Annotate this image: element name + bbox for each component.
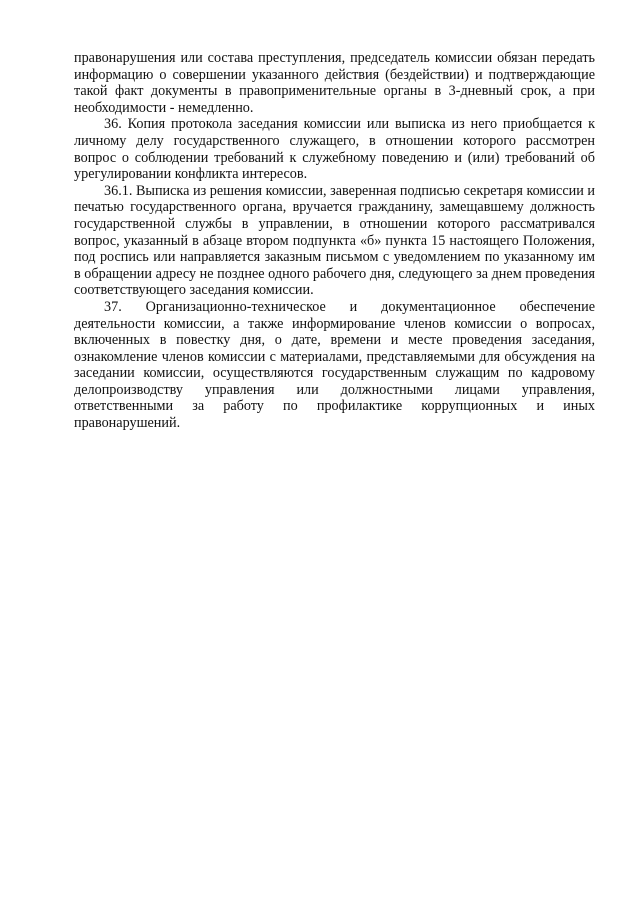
paragraph-36: 36. Копия протокола заседания комиссии или выписка из него приобщается к личному делу государственного служащего, в отношении которого рассмотрен вопрос о соблюдении требований к служебному поведению и (или) требований об урегулировании конфликта интересов. (74, 116, 595, 183)
document-page (74, 50, 595, 432)
paragraph-continuation: правонарушения или состава преступления, председатель комиссии обязан передать информацию о совершении указанного действия (бездействии) и подтверждающие такой факт документы в правоприменительные органы в 3-дневный срок, а при необходимости - немедленно. (74, 50, 595, 116)
paragraph-37: 37. Организационно-техническое и документационное обеспечение деятельности комиссии, а также информирование членов комиссии о вопросах, включенных в повестку дня, о дате, времени и месте проведения заседания, ознакомление членов комиссии с материалами, представляемыми для обсуждения на заседании комиссии, осуществляются государственным служащим по кадровому делопроизводству управления или должностными лицами управления, ответственными за работу по профилактике коррупционных и иных правонарушений. (74, 298, 595, 432)
paragraph-36-1: 36.1. Выписка из решения комиссии, заверенная подписью секретаря комиссии и печатью государственного органа, вручается гражданину, замещавшему должность государственной службы в управлении, в отношении которого рассматривался вопрос, указанный в абзаце втором подпункта «б» пункта 15 настоящего Положения, под роспись или направляется заказным письмом с уведомлением по указанному им в обращении адресу не позднее одного рабочего дня, следующего за днем проведения соответствующего заседания комиссии. (74, 182, 595, 299)
